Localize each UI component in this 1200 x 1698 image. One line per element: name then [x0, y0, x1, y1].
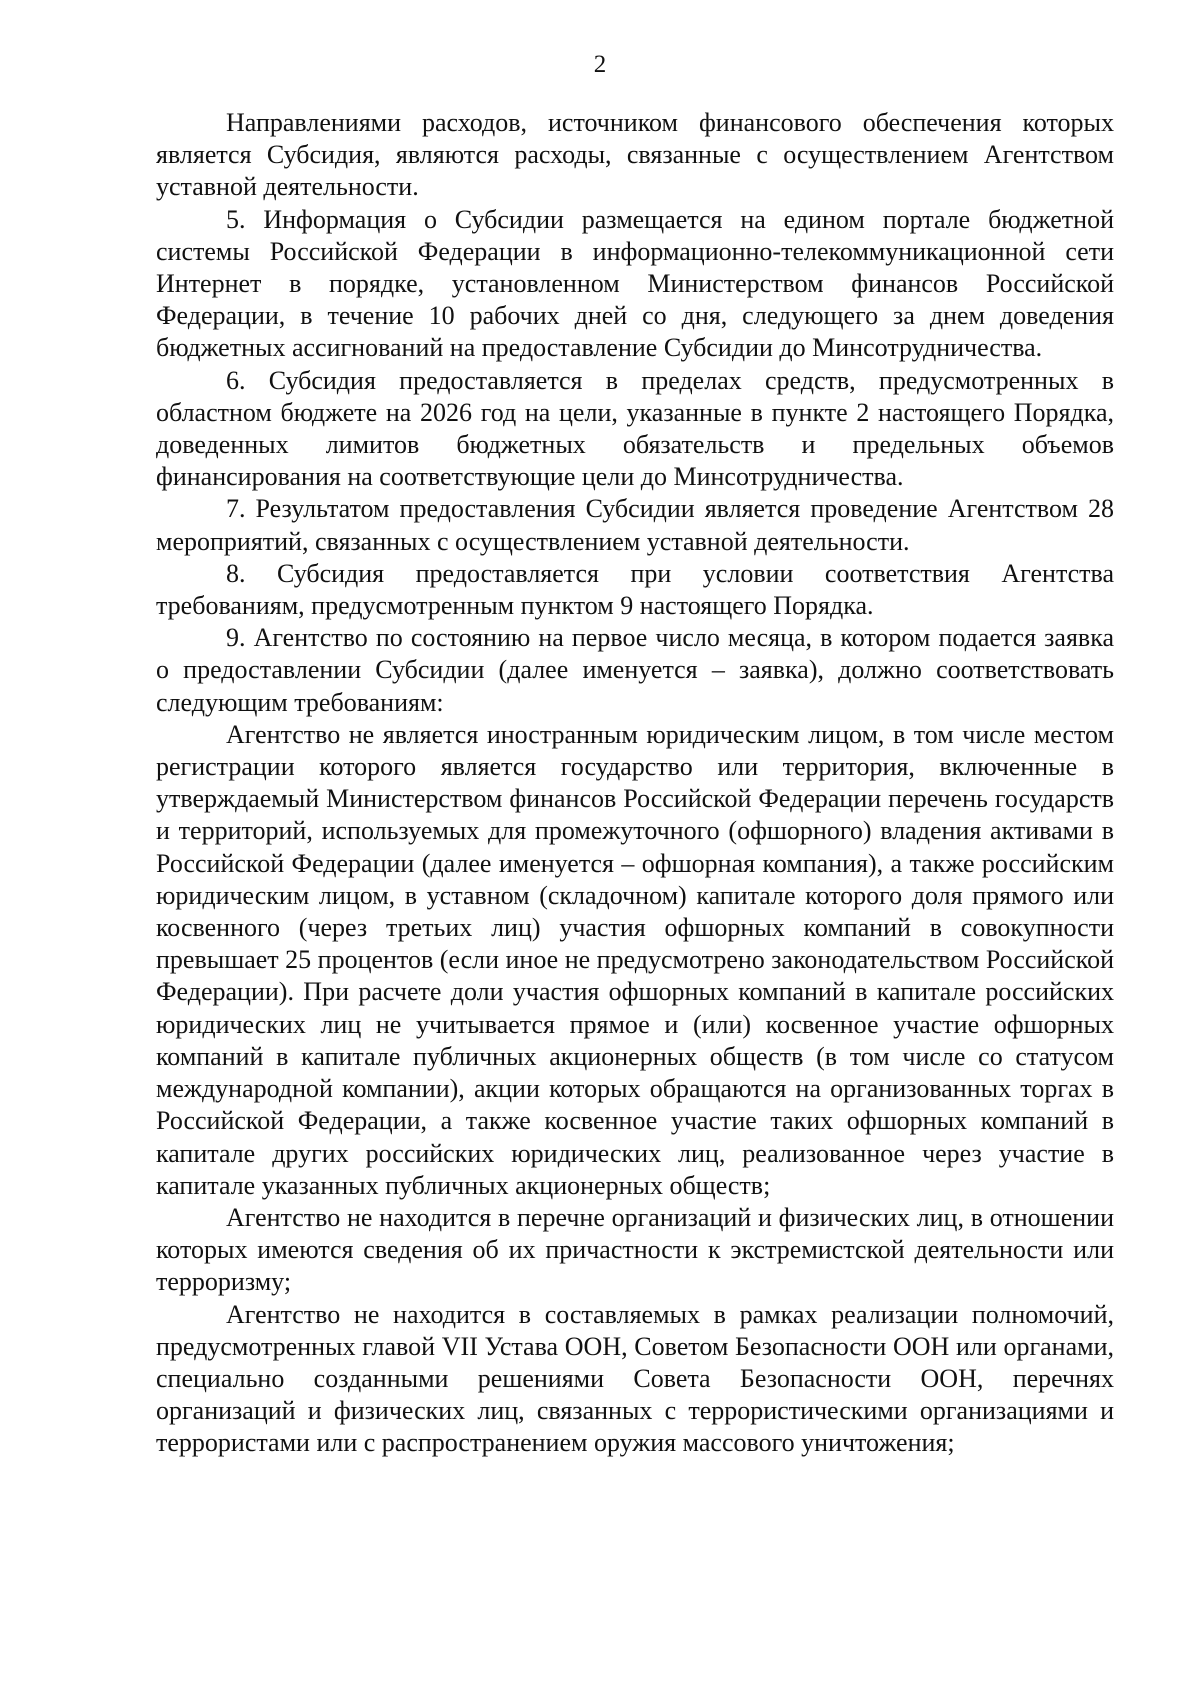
- paragraph-item-9: 9. Агентство по состоянию на первое число месяца, в котором подается заявка о предоставлении Субсидии (далее именуется – заявка), должно соответствовать следующим требованиям:: [156, 623, 1114, 717]
- paragraph-expense-directions: Направлениями расходов, источником финансового обеспечения которых является Субсидия, являются расходы, связанные с осуществлением Агентством уставной деятельности.: [156, 108, 1114, 202]
- paragraph-item-8: 8. Субсидия предоставляется при условии соответствия Агентства требованиям, предусмотренным пунктом 9 настоящего Порядка.: [156, 558, 1114, 621]
- page-number: 2: [593, 51, 607, 78]
- paragraph-requirement-un-lists: Агентство не находится в составляемых в рамках реализации полномочий, предусмотренных главой VII Устава ООН, Советом Безопасности ООН или органами, специально созданными решениями Совета Безопасности ООН, перечнях организаций и физических лиц, связанных с террористическими организациями и террористами или с распространением оружия массового уничтожения;: [156, 1299, 1114, 1458]
- paragraph-item-6: 6. Субсидия предоставляется в пределах средств, предусмотренных в областном бюджете на 2026 год на цели, указанные в пункте 2 настоящего Порядка, доведенных лимитов бюджетных обязательств и предельных объемов финансирования на соответствующие цели до Минсотрудничества.: [156, 365, 1114, 492]
- paragraph-item-7: 7. Результатом предоставления Субсидии является проведение Агентством 28 мероприятий, связанных с осуществлением уставной деятельности.: [156, 494, 1114, 556]
- paragraph-requirement-extremism: Агентство не находится в перечне организаций и физических лиц, в отношении которых имеются сведения об их причастности к экстремистской деятельности или терроризму;: [156, 1202, 1114, 1297]
- paragraph-requirement-offshore: Агентство не является иностранным юридическим лицом, в том числе местом регистрации которого является государство или территория, включенные в утверждаемый Министерством финансов Российской Федерации перечень государств и территорий, используемых для промежуточного (офшорного) владения активами в Российской Федерации (далее именуется – офшорная компания), а также российским юридическим лицом, в уставном (складочном) капитале которого доля прямого или косвенного (через третьих лиц) участия офшорных компаний в совокупности превышает 25 процентов (если иное не предусмотрено законодательством Российской Федерации). При расчете доли участия офшорных компаний в капитале российских юридических лиц не учитывается прямое и (или) косвенное участие офшорных компаний в капитале публичных акционерных обществ (в том числе со статусом международной компании), акции которых обращаются на организованных торгах в Российской Федерации, а также косвенное участие таких офшорных компаний в капитале других российских юридических лиц, реализованное через участие в капитале указанных публичных акционерных обществ;: [156, 719, 1114, 1200]
- document-body: [156, 107, 1114, 1460]
- paragraph-item-5: 5. Информация о Субсидии размещается на едином портале бюджетной системы Российской Федерации в информационно-телекоммуникационной сети Интернет в порядке, установленном Министерством финансов Российской Федерации, в течение 10 рабочих дней со дня, следующего за днем доведения бюджетных ассигнований на предоставление Субсидии до Минсотрудничества.: [156, 204, 1114, 363]
